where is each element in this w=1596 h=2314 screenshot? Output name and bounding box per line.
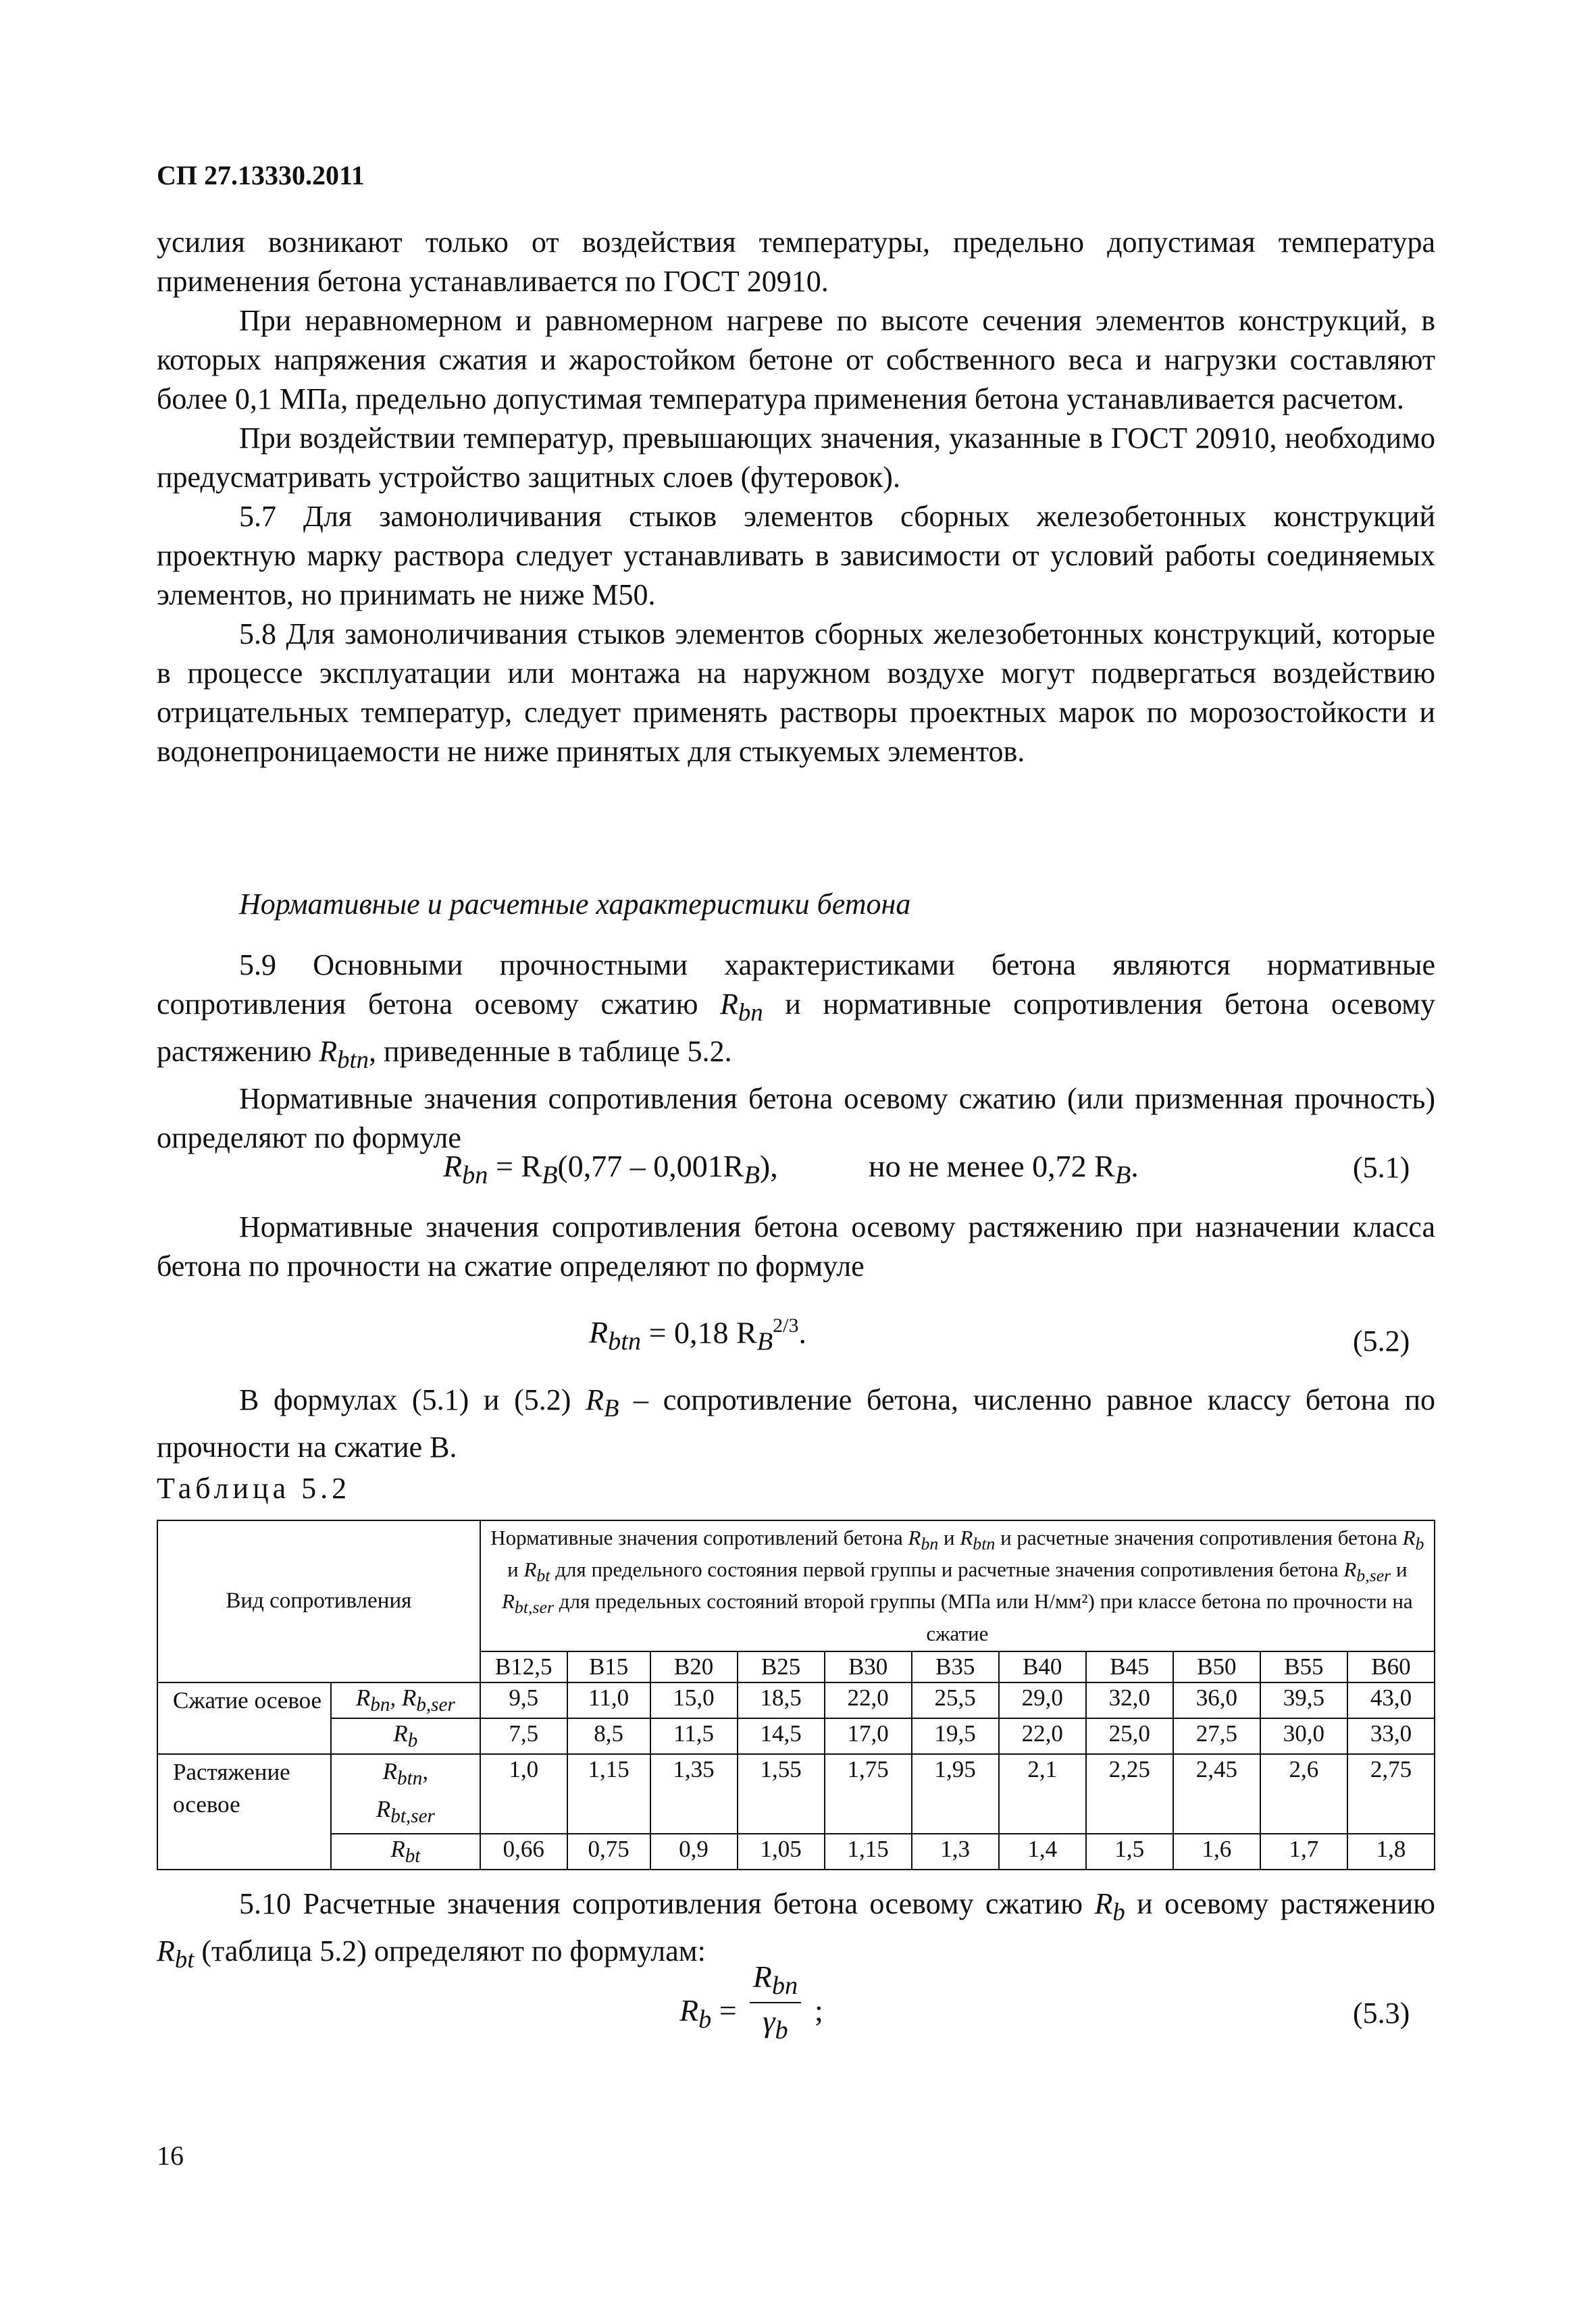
class-header: В40: [999, 1651, 1086, 1682]
table-cell: 29,0: [999, 1682, 1086, 1718]
table-cell: 39,5: [1260, 1682, 1347, 1718]
table-cell: 1,5: [1086, 1834, 1173, 1870]
row-group-compression: Сжатие осевое: [157, 1682, 331, 1754]
subscript: B: [756, 1327, 773, 1356]
class-header: В15: [567, 1651, 650, 1682]
table-row: [157, 1834, 1435, 1870]
formula-5-1: [443, 1148, 778, 1190]
row-symbol: $R_{btn}$, $R_{bt,ser}$: [331, 1754, 480, 1834]
superscript: 2/3: [773, 1314, 799, 1337]
table-cell: 2,1: [999, 1754, 1086, 1834]
table-cell: 1,05: [738, 1834, 825, 1870]
table-cell: 36,0: [1173, 1682, 1260, 1718]
subscript: B: [603, 1393, 619, 1422]
text-block-5-9: [157, 946, 1435, 1158]
symbol: R: [157, 1934, 175, 1968]
text-run: и нормативные сопротивления бетона осевому растяжению: [157, 987, 1435, 1068]
formula-text: = R: [495, 1149, 542, 1183]
formula-text: = 0,18 R: [648, 1315, 757, 1350]
header-text: и расчетные значения сопротивления бетона: [995, 1526, 1403, 1549]
paragraph-5-8: 5.8 Для замоноличивания стыков элементов сборных железобетонных конструкций, которые в процессе эксплуатации или монтажа на наружном воздухе могут подвергаться воздействию отрицательных температур, следует применять растворы проектных марок по морозостойкости и водонепроницаемости не ниже принятых для стыкуемых элементов.: [157, 617, 1435, 768]
section-heading-block: [157, 885, 1435, 924]
class-header: В35: [912, 1651, 999, 1682]
table-cell: 17,0: [825, 1718, 912, 1754]
symbol: R: [720, 987, 738, 1021]
col-header-type: Вид сопротивления: [157, 1520, 480, 1682]
header-text: для предельных состояний второй группы (МПа или Н/мм²) при классе бетона по прочности на сжатие: [554, 1589, 1413, 1645]
numerator: $R_{bn}$: [750, 1959, 801, 2003]
table-cell: 18,5: [738, 1682, 825, 1718]
table-cell: 7,5: [480, 1718, 567, 1754]
text-run: 5.10 Расчетные значения сопротивления бетона осевому сжатию: [239, 1887, 1095, 1920]
table-cell: 1,0: [480, 1754, 567, 1834]
text-run: В формулах (5.1) и (5.2): [239, 1383, 586, 1416]
symbol: R: [586, 1383, 604, 1416]
symbol: R: [589, 1315, 609, 1350]
subscript: B: [542, 1161, 558, 1190]
table-cell: 14,5: [738, 1718, 825, 1754]
class-header: В20: [650, 1651, 738, 1682]
formula-text: но не менее 0,72 R: [869, 1149, 1115, 1183]
table-cell: 33,0: [1347, 1718, 1435, 1754]
table-cell: 1,8: [1347, 1834, 1435, 1870]
row-symbol: $R_{bn}$, $R_{b,ser}$: [331, 1682, 480, 1718]
formula-number: (5.2): [1353, 1325, 1410, 1358]
class-header: В25: [738, 1651, 825, 1682]
row-symbol: $R_b$: [331, 1718, 480, 1754]
subscript: bn: [462, 1161, 488, 1190]
paragraph-5-7: 5.7 Для замоноличивания стыков элементов сборных железобетонных конструкций проектную марку раствора следует устанавливать в зависимости от условий работы соединяемых элементов, но принимать не ниже М50.: [157, 500, 1435, 611]
text-block-top: [157, 223, 1435, 771]
formula-5-3-semicolon: ;: [815, 1993, 823, 2028]
formula-text: ),: [759, 1149, 778, 1183]
table-cell: 19,5: [912, 1718, 999, 1754]
paragraph: [157, 1381, 1435, 1467]
paragraph: усилия возникают только от воздействия температуры, предельно допустимая температура применения бетона устанавливается по ГОСТ 20910.: [157, 226, 1435, 298]
subscript: btn: [608, 1327, 642, 1356]
formula-5-1-condition: но не менее 0,72 $R_B$.: [869, 1149, 1139, 1190]
table-cell: 1,15: [825, 1834, 912, 1870]
class-header: В55: [1260, 1651, 1347, 1682]
text-run: 5.9 Основными прочностными характеристиками бетона являются нормативные сопротивления бетона осевому сжатию: [157, 948, 1435, 1021]
table-cell: 2,25: [1086, 1754, 1173, 1834]
symbol: R: [443, 1149, 463, 1183]
subscript: btn: [337, 1045, 369, 1073]
row-group-tension: Растяжение осевое: [157, 1754, 331, 1870]
header-text: и: [1395, 1558, 1408, 1582]
table-cell: 1,95: [912, 1754, 999, 1834]
table-cell: 22,0: [999, 1718, 1086, 1754]
table-cell: 0,75: [567, 1834, 650, 1870]
row-symbol: $R_{bt}$: [331, 1834, 480, 1870]
formula-5-3-lhs: $R_b$ =: [679, 1993, 737, 2034]
text-block-formula-note: [157, 1381, 1435, 1467]
header-text: для предельного состояния первой группы и расчетные значения сопротивления бетона: [550, 1558, 1344, 1582]
section-heading: Нормативные и расчетные характеристики бетона: [239, 888, 911, 921]
document-header: СП 27.13330.2011: [157, 160, 365, 190]
text-run: и осевому растяжению: [1125, 1887, 1436, 1920]
table-header-row: [157, 1520, 1435, 1651]
paragraph: Нормативные значения сопротивления бетона осевому растяжению при назначении класса бетона по прочности на сжатие определяют по формуле: [157, 1210, 1435, 1283]
table-cell: 1,4: [999, 1834, 1086, 1870]
symbol: R: [319, 1034, 338, 1068]
strength-table: [157, 1520, 1435, 1870]
denominator: [750, 2003, 801, 2045]
text-run: (таблица 5.2) определяют по формулам:: [194, 1934, 706, 1968]
table-cell: 22,0: [825, 1682, 912, 1718]
table-cell: 1,55: [738, 1754, 825, 1834]
page-number: 16: [157, 2140, 184, 2171]
formula-number: (5.3): [1353, 1997, 1410, 2030]
table-cell: 32,0: [1086, 1682, 1173, 1718]
header-text: и: [944, 1526, 955, 1549]
subscript: B: [744, 1161, 760, 1190]
table-cell: 1,7: [1260, 1834, 1347, 1870]
class-header: В50: [1173, 1651, 1260, 1682]
table-cell: 25,0: [1086, 1718, 1173, 1754]
text-run: , приведенные в таблице 5.2.: [369, 1034, 732, 1068]
subscript: B: [1114, 1161, 1131, 1190]
text-run: – сопротивление бетона, численно равное классу бетона по прочности на сжатие В.: [157, 1383, 1435, 1464]
class-header: В45: [1086, 1651, 1173, 1682]
table-cell: 2,45: [1173, 1754, 1260, 1834]
subscript: bn: [738, 998, 763, 1026]
formula-5-3-fraction: [750, 1959, 801, 2045]
table-row: [157, 1754, 1435, 1834]
table-caption: Таблица 5.2: [157, 1472, 351, 1505]
table-row: [157, 1718, 1435, 1754]
paragraph: При воздействии температур, превышающих значения, указанные в ГОСТ 20910, необходимо предусматривать устройство защитных слоев (футеровок).: [157, 421, 1435, 494]
table-cell: 2,75: [1347, 1754, 1435, 1834]
class-header: В60: [1347, 1651, 1435, 1682]
class-header: В30: [825, 1651, 912, 1682]
header-text: и: [507, 1558, 519, 1582]
subscript: b: [775, 2016, 788, 2045]
paragraph-5-9: [157, 946, 1435, 1079]
table-cell: 9,5: [480, 1682, 567, 1718]
table-cell: 1,35: [650, 1754, 738, 1834]
table-cell: 15,0: [650, 1682, 738, 1718]
col-header-main: Нормативные значения сопротивлений бетона $R_{bn}$ и $R_{btn}$ и расчетные значения сопротивления бетона $R_b$ и $R_{bt}$ для предельного состояния первой группы и расчетные значения сопротивления бетона $R_{b,ser}$ и $R_{bt,ser}$ для предельных состояний второй группы (МПа или Н/мм²) при классе бетона по прочности на сжатие: [480, 1520, 1435, 1651]
table-cell: 0,9: [650, 1834, 738, 1870]
subscript: b: [698, 2005, 712, 2034]
table-cell: 2,6: [1260, 1754, 1347, 1834]
table-cell: 1,75: [825, 1754, 912, 1834]
text-block-5-2-intro: [157, 1208, 1435, 1286]
table-cell: 25,5: [912, 1682, 999, 1718]
table-cell: 1,15: [567, 1754, 650, 1834]
table-cell: 43,0: [1347, 1682, 1435, 1718]
table-row: [157, 1682, 1435, 1718]
header-text: Нормативные значения сопротивлений бетона: [490, 1526, 908, 1549]
symbol: R: [679, 1993, 699, 2028]
subscript: b: [1112, 1897, 1125, 1926]
symbol: γ: [763, 2004, 775, 2039]
paragraph: Нормативные значения сопротивления бетона осевому сжатию (или призменная прочность) определяют по формуле: [157, 1081, 1435, 1154]
table-cell: 11,5: [650, 1718, 738, 1754]
table-cell: 27,5: [1173, 1718, 1260, 1754]
formula-5-2: $R_{btn} = 0,18$ $R_B^{2/3}$.: [589, 1314, 806, 1356]
table-cell: 8,5: [567, 1718, 650, 1754]
table-cell: 11,0: [567, 1682, 650, 1718]
table-cell: 1,6: [1173, 1834, 1260, 1870]
formula-text: (0,77 – 0,001R: [557, 1149, 744, 1183]
table-cell: 0,66: [480, 1834, 567, 1870]
symbol: R: [1094, 1887, 1113, 1920]
class-header: В12,5: [480, 1651, 567, 1682]
table-cell: 1,3: [912, 1834, 999, 1870]
paragraph: При неравномерном и равномерном нагреве по высоте сечения элементов конструкций, в которых напряжения сжатия и жаростойком бетоне от собственного веса и нагрузки составляют более 0,1 МПа, предельно допустимая температура применения бетона устанавливается расчетом.: [157, 304, 1435, 415]
subscript: bt: [174, 1945, 195, 1973]
table-cell: 30,0: [1260, 1718, 1347, 1754]
formula-number: (5.1): [1353, 1151, 1410, 1184]
